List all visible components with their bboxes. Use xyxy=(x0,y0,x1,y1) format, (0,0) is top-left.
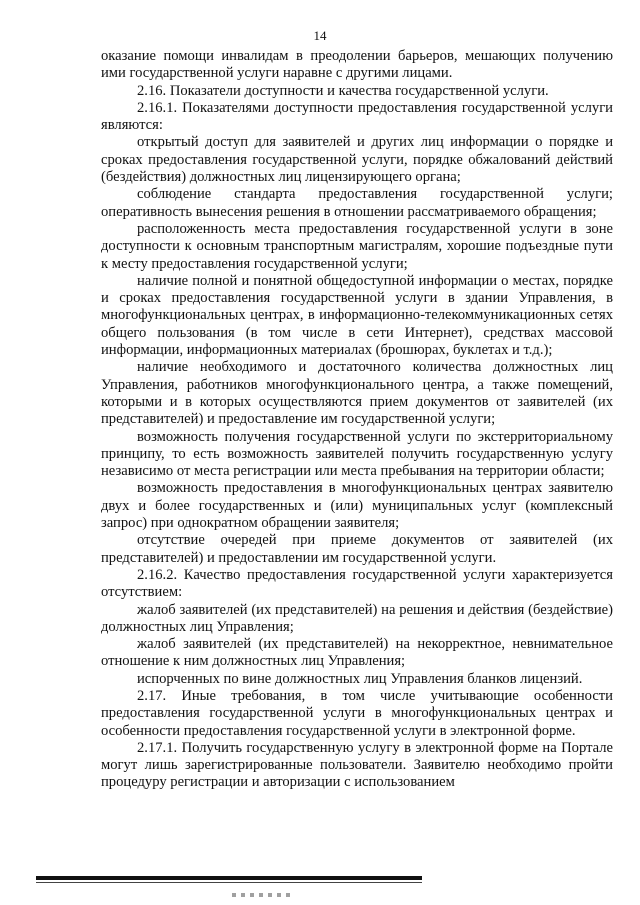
document-body xyxy=(101,48,613,792)
paragraph: соблюдение стандарта предоставления государственной услуги; оперативность вынесения решения в отношении рассматриваемого обращения; xyxy=(101,186,613,220)
paragraph: возможность предоставления в многофункциональных центрах заявителю двух и более государственных и (или) муниципальных услуг (комплексный запрос) при однократном обращении заявителя; xyxy=(101,480,613,532)
paragraph: наличие полной и понятной общедоступной информации о местах, порядке и сроках предоставления государственной услуги в здании Управления, в многофункциональных центрах, в информационно-телекоммуникационных сетях общего пользования (в том числе в сети Интернет), средствах массовой информации, информационных материалах (брошюрах, буклетах и т.д.); xyxy=(101,272,613,359)
paragraph: 2.17. Иные требования, в том числе учитывающие особенности предоставления государственной услуги в многофункциональных центрах и особенности предоставления государственной услуги в электронной форме. xyxy=(101,687,613,739)
footer-rule-thin xyxy=(36,882,422,883)
paragraph: жалоб заявителей (их представителей) на некорректное, невнимательное отношение к ним должностных лиц Управления; xyxy=(101,636,613,670)
paragraph: 2.16.1. Показателями доступности предоставления государственной услуги являются: xyxy=(101,99,613,134)
paragraph: 2.16.2. Качество предоставления государственной услуги характеризуется отсутствием: xyxy=(101,566,613,601)
paragraph: жалоб заявителей (их представителей) на решения и действия (бездействие) должностных лиц Управления; xyxy=(101,601,613,635)
paragraph: возможность получения государственной услуги по экстерриториальному принципу, то есть возможность заявителей получить государственную услугу независимо от места регистрации или места пребывания на территории области; xyxy=(101,428,613,480)
paragraph: 2.17.1. Получить государственную услугу в электронной форме на Портале могут лишь зарегистрированные пользователи. Заявителю необходимо пройти процедуру регистрации и авторизации с использованием xyxy=(101,739,613,791)
paragraph: наличие необходимого и достаточного количества должностных лиц Управления, работников многофункционального центра, а также помещений, которыми и в которых осуществляются прием документов от заявителей (их представителей) и предоставление им государственной услуги; xyxy=(101,359,613,428)
paragraph: отсутствие очередей при приеме документов от заявителей (их представителей) и предоставлении им государственной услуги. xyxy=(101,532,613,566)
footer-scan-mark xyxy=(232,893,292,897)
footer-rule xyxy=(36,876,422,880)
paragraph: расположенность места предоставления государственной услуги в зоне доступности к основным транспортным магистралям, хорошие подъездные пути к месту предоставления государственной услуги; xyxy=(101,220,613,272)
paragraph: открытый доступ для заявителей и других лиц информации о порядке и сроках предоставления государственной услуги, порядке обжалований действий (бездействия) должностных лиц лицензирующего органа; xyxy=(101,134,613,186)
paragraph: испорченных по вине должностных лиц Управления бланков лицензий. xyxy=(137,670,583,687)
paragraph: оказание помощи инвалидам в преодолении барьеров, мешающих получению ими государственной услуги наравне с другими лицами. xyxy=(101,48,613,82)
paragraph: 2.16. Показатели доступности и качества государственной услуги. xyxy=(137,82,549,99)
page-number: 14 xyxy=(313,28,327,43)
